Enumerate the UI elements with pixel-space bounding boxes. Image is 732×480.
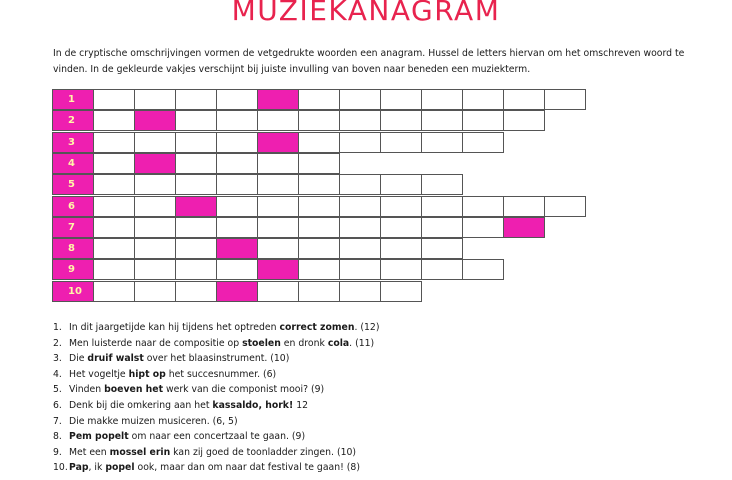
clue-text [69,445,356,461]
highlighted-letter-cell[interactable] [216,238,258,259]
letter-cell[interactable] [216,174,258,195]
letter-cell[interactable] [298,259,340,280]
letter-cell[interactable] [298,196,340,217]
clue-fragment: Denk bij die omkering aan het [69,399,213,411]
clue-fragment: Die [69,353,88,365]
letter-cell[interactable] [93,110,135,131]
clue-fragment: Die makke muizen musiceren. (6, 5) [69,415,238,427]
clue-text [69,367,276,383]
letter-cell[interactable] [257,196,299,217]
clue-item [53,320,379,336]
letter-cell[interactable] [93,132,135,153]
letter-cell[interactable] [421,238,463,259]
letter-cell[interactable] [134,196,176,217]
letter-cell[interactable] [462,110,504,131]
grid-row [52,281,421,302]
clue-text [69,336,374,352]
grid-row [52,259,503,280]
anagram-word: Pem popelt [69,431,129,443]
letter-cell[interactable] [134,217,176,238]
grid-row [52,196,585,217]
letter-cell[interactable] [298,238,340,259]
letter-cell[interactable] [380,174,422,195]
anagram-word: Pap [69,462,89,474]
clue-fragment: , ik [88,462,106,474]
clue-fragment: om naar een concertzaal te gaan. (9) [128,431,306,443]
grid-row [52,132,503,153]
letter-cell[interactable] [175,153,217,174]
letter-cell[interactable] [298,217,340,238]
row-number: 8 [52,238,94,259]
letter-cell[interactable] [421,217,463,238]
clue-number: 7. [53,415,62,427]
anagram-word: druif walst [87,353,144,365]
letter-cell[interactable] [339,89,381,110]
anagram-word: cola [327,337,350,349]
letter-cell[interactable] [462,196,504,217]
clue-fragment: In dit jaargetijde kan hij tijdens het optreden [69,322,280,333]
row-number: 6 [52,196,94,217]
letter-cell[interactable] [421,259,463,280]
letter-cell[interactable] [421,110,463,131]
letter-cell[interactable] [175,110,217,131]
letter-cell[interactable] [257,281,299,302]
grid-row [52,217,544,238]
letter-cell[interactable] [298,89,340,110]
clue-number: 8. [53,431,62,443]
letter-cell[interactable] [380,217,422,238]
clue-fragment: . (12) [354,322,380,333]
letter-cell[interactable] [216,89,258,110]
letter-cell[interactable] [421,174,463,195]
letter-cell[interactable] [216,153,258,174]
letter-cell[interactable] [298,174,340,195]
letter-cell[interactable] [175,238,217,259]
letter-cell[interactable] [380,132,422,153]
clue-item [53,445,379,461]
letter-cell[interactable] [257,110,299,131]
letter-cell[interactable] [462,217,504,238]
letter-cell[interactable] [298,110,340,131]
grid-row [52,110,544,131]
clue-fragment: 12 [293,399,309,411]
row-number: 4 [52,153,94,174]
intro-text: In de cryptische omschrijvingen vormen de vetgedrukte woorden een anagram. Hussel de letters hiervan om het omschreven woord te vinden. In de gekleurde vakjes verschijnt bij juiste invulling van boven naar beneden een muziekterm. [53,48,685,75]
highlighted-letter-cell[interactable] [257,259,299,280]
row-number: 1 [52,89,94,110]
anagram-word: kassaldo, hork! [212,399,294,411]
clue-text [69,398,308,414]
anagram-word: boeven het [104,384,164,396]
letter-cell[interactable] [216,110,258,131]
letter-cell[interactable] [134,238,176,259]
clue-item [53,429,379,445]
row-number: 5 [52,174,94,195]
clue-text [69,382,324,398]
letter-cell[interactable] [175,259,217,280]
clue-number: 2. [53,337,62,349]
letter-cell[interactable] [462,259,504,280]
letter-cell[interactable] [339,132,381,153]
row-number: 7 [52,217,94,238]
letter-cell[interactable] [93,281,135,302]
highlighted-letter-cell[interactable] [216,281,258,302]
clue-text [69,429,305,445]
letter-cell[interactable] [216,217,258,238]
clue-item [53,351,379,367]
anagram-word: correct zomen [279,322,355,333]
letter-cell[interactable] [134,281,176,302]
letter-cell[interactable] [380,196,422,217]
row-number: 2 [52,110,94,131]
clue-number: 1. [53,322,62,333]
clue-fragment: ook, maar dan om naar dat festival te gaan! (8) [134,462,360,474]
letter-cell[interactable] [380,110,422,131]
letter-cell[interactable] [93,89,135,110]
clue-item [53,382,379,398]
clue-fragment: over het blaasinstrument. (10) [143,353,290,365]
letter-cell[interactable] [544,196,586,217]
letter-cell[interactable] [134,89,176,110]
clue-fragment: . (11) [349,337,375,349]
clue-text [69,320,379,336]
grid-row [52,89,585,110]
letter-cell[interactable] [216,259,258,280]
letter-cell[interactable] [175,217,217,238]
letter-cell[interactable] [93,153,135,174]
letter-cell[interactable] [462,89,504,110]
letter-cell[interactable] [503,110,545,131]
letter-cell[interactable] [175,281,217,302]
clue-fragment: werk van die componist mooi? (9) [163,384,325,396]
highlighted-letter-cell[interactable] [257,89,299,110]
clue-fragment: Het vogeltje [69,368,129,380]
letter-cell[interactable] [257,153,299,174]
letter-cell[interactable] [216,132,258,153]
letter-cell[interactable] [93,259,135,280]
letter-cell[interactable] [175,89,217,110]
highlighted-letter-cell[interactable] [134,110,176,131]
letter-cell[interactable] [134,174,176,195]
letter-cell[interactable] [175,132,217,153]
letter-cell[interactable] [216,196,258,217]
letter-cell[interactable] [175,174,217,195]
grid-row [52,153,339,174]
clue-number: 9. [53,446,62,458]
letter-cell[interactable] [380,281,422,302]
letter-cell[interactable] [339,110,381,131]
letter-cell[interactable] [298,132,340,153]
clue-item [53,460,379,476]
page-title: MUZIEKANAGRAM [231,0,501,27]
letter-cell[interactable] [503,89,545,110]
letter-cell[interactable] [421,89,463,110]
clue-item [53,398,379,414]
row-number: 3 [52,132,94,153]
clue-list [53,320,379,476]
highlighted-letter-cell[interactable] [257,132,299,153]
anagram-word: mossel erin [109,446,171,458]
clue-fragment: en dronk [280,337,328,349]
letter-cell[interactable] [380,259,422,280]
letter-cell[interactable] [339,217,381,238]
letter-cell[interactable] [93,196,135,217]
grid-row [52,174,462,195]
clue-number: 4. [53,368,62,380]
letter-cell[interactable] [93,174,135,195]
letter-cell[interactable] [339,238,381,259]
letter-cell[interactable] [93,217,135,238]
letter-cell[interactable] [339,174,381,195]
letter-cell[interactable] [339,259,381,280]
letter-cell[interactable] [380,89,422,110]
letter-cell[interactable] [421,132,463,153]
letter-cell[interactable] [257,174,299,195]
clue-number: 10. [53,462,68,474]
clue-fragment: kan zij goed de toonladder zingen. (10) [170,446,357,458]
letter-cell[interactable] [134,259,176,280]
clue-number: 5. [53,384,62,396]
letter-cell[interactable] [257,217,299,238]
clue-number: 6. [53,399,62,411]
clue-item [53,336,379,352]
clue-number: 3. [53,353,62,365]
letter-cell[interactable] [134,132,176,153]
letter-cell[interactable] [544,89,586,110]
letter-cell[interactable] [93,238,135,259]
row-number: 10 [52,281,94,302]
grid-row [52,238,462,259]
letter-cell[interactable] [421,196,463,217]
anagram-word: stoelen [242,337,281,349]
clue-item [53,367,379,383]
letter-cell[interactable] [298,281,340,302]
clue-fragment: Met een [69,446,110,458]
letter-cell[interactable] [462,132,504,153]
row-number: 9 [52,259,94,280]
highlighted-letter-cell[interactable] [503,217,545,238]
clue-text [69,414,238,430]
clue-text [69,460,360,476]
clue-fragment: Men luisterde naar de compositie op [69,337,243,349]
letter-cell[interactable] [298,153,340,174]
letter-cell[interactable] [257,238,299,259]
anagram-word: popel [105,462,135,474]
highlighted-letter-cell[interactable] [134,153,176,174]
letter-cell[interactable] [339,196,381,217]
clue-item [53,414,379,430]
anagram-word: hipt op [128,368,166,380]
clue-fragment: het succesnummer. (6) [165,368,277,380]
letter-cell[interactable] [503,196,545,217]
letter-cell[interactable] [380,238,422,259]
letter-cell[interactable] [339,281,381,302]
highlighted-letter-cell[interactable] [175,196,217,217]
clue-text [69,351,289,367]
clue-fragment: Vinden [69,384,105,396]
